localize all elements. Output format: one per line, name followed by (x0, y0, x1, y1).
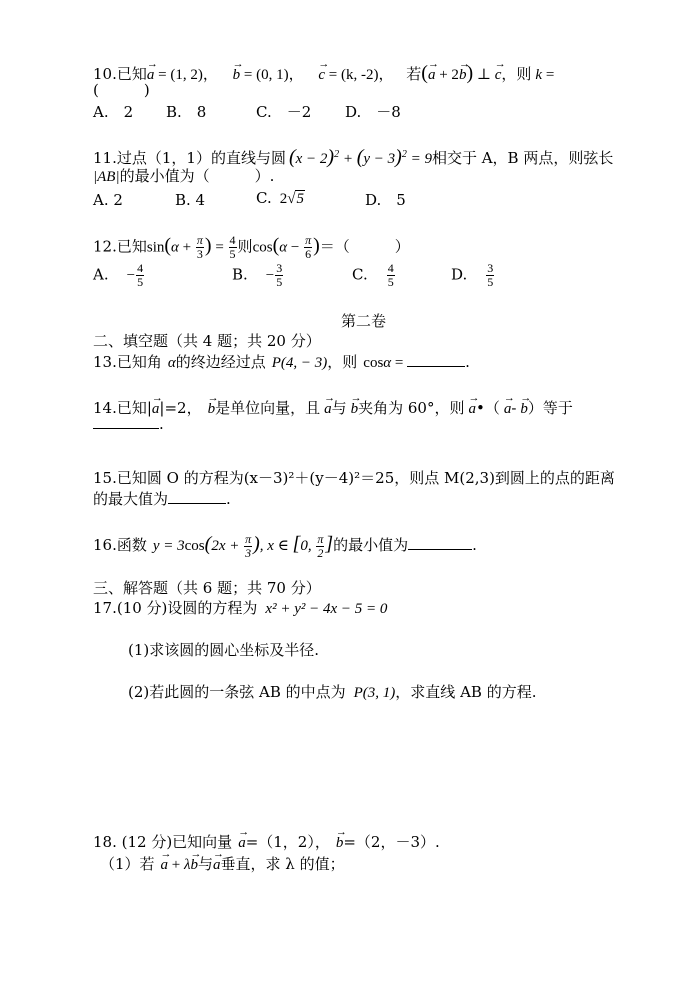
q14-answer-line: . (93, 414, 164, 434)
q10-c-value: (k, -2) (341, 67, 379, 83)
vector-b-symbol: → b (233, 60, 241, 85)
q18-stem: 18. (12 分)已知向量→ a=（1，2），→ b=（2，－3）. (93, 828, 440, 853)
q10-condition-suffix: ，则 (501, 65, 532, 83)
q10-bracket: ( ) (93, 81, 150, 99)
section-solve-heading: 三、解答题（共 6 题；共 70 分） (93, 579, 321, 597)
q17-equation: x² + y² − 4x − 5 = 0 (265, 601, 388, 617)
q11-line2 (93, 166, 274, 187)
q10-option-a: A. 2 (93, 103, 134, 121)
chord-ab-symbol: |AB| (93, 169, 120, 185)
vector-a-symbol: → a (147, 60, 155, 85)
part2-title: 第二卷 (341, 312, 387, 330)
q12-option-c: C. $\frac{4}{5}$ (352, 261, 394, 289)
q10-option-d: D. －8 (345, 103, 401, 121)
q18-part1: （1）若→ a + λ→ b与→ a垂直，求 λ 的值； (100, 850, 345, 875)
q14-stem: 14.已知|→ a|=2，→ b是单位向量，且→ a与→ b夹角为 60°，则→ a•（→ a-→ b）等于 (93, 394, 573, 419)
q10-option-b: B. 8 (166, 103, 207, 121)
q17-stem: 17.(10 分)设圆的方程为 x² + y² − 4x − 5 = 0 (93, 599, 388, 617)
q16-answer-blank[interactable] (408, 535, 472, 550)
q13-point: P(4, − 3) (271, 355, 328, 371)
q12-option-b: B. − $\frac{3}{5}$ (232, 261, 283, 289)
q10-prefix: 10.已知 (93, 65, 147, 83)
q12-suffix: ＝（ ） (319, 237, 410, 256)
vector-c-symbol: → c (318, 60, 325, 85)
q17-part2: (2)若此圆的一条弦 AB 的中点为 P(3, 1)，求直线 AB 的方程. (128, 683, 537, 701)
q12-stem: 12.已知sin(α + $\frac{\pi}{3}$ ) = $\frac{4}{5}$ 则cos(α − $\frac{\pi}{6}$ )＝（ ） (93, 233, 410, 261)
q10-a-value: (1, 2) (170, 67, 203, 83)
q11-prefix: 11.过点（1，1）的直线与圆 (93, 149, 286, 167)
q11-question: 的最小值为（ ）. (119, 167, 275, 185)
q10-option-c: C. －2 (256, 103, 312, 121)
q11-option-d: D. 5 (365, 191, 406, 209)
q15-answer-blank[interactable] (168, 489, 226, 504)
q13-stem: 13.已知角 α的终边经过点 P(4, − 3)，则 cosα = . (93, 353, 470, 371)
q11-option-b: B. 4 (175, 191, 206, 209)
q12-prefix: 12.已知 (93, 237, 147, 256)
q11-option-a: A. 2 (93, 191, 123, 209)
q13-answer-blank[interactable] (407, 352, 465, 367)
q17-point: P(3, 1) (353, 685, 396, 701)
q15-line2: 的最大值为 . (93, 490, 231, 508)
q15-line1: 15.已知圆 O 的方程为(x－3)²＋(y－4)²＝25，则点 M(2,3)到圆上的点的距离 (93, 469, 615, 487)
q11-suffix: 相交于 A，B 两点，则弦长 (431, 149, 614, 167)
q14-answer-blank[interactable] (93, 414, 159, 429)
sqrt-value: 2√5 (279, 191, 304, 207)
circle-equation: $(x - 2)^2 + (y - 3)^2 = 9$ (288, 146, 432, 168)
q11-option-c: C. 2√5 (256, 189, 304, 207)
q10-b-value: (0, 1) (256, 67, 289, 83)
q10-stem: 10.已知→ a = (1, 2)， → b = (0, 1)， → c = (k, -2)， 若(→ a + 2→ b) ⊥ → c，则 k = (93, 60, 554, 85)
q17-part1: (1)求该圆的圆心坐标及半径. (128, 641, 320, 659)
q12-option-a: A. − $\frac{4}{5}$ (93, 261, 144, 289)
q16-function: y = 3cos(2x + $\frac{\pi}{3}$ ), x ∈ [0, $\frac{\pi}{2}$ ] (152, 532, 334, 560)
q10-condition-prefix: 若 (406, 65, 422, 83)
q16-stem: 16.函数 y = 3cos(2x + $\frac{\pi}{3}$ ), x ∈ [0, $\frac{\pi}{2}$ ]的最小值为 . (93, 532, 477, 560)
section-fill-heading: 二、填空题（共 4 题；共 20 分） (93, 332, 321, 350)
q12-option-d: D. $\frac{3}{5}$ (451, 261, 494, 289)
q12-given-value: $\frac{4}{5}$ (229, 233, 236, 261)
